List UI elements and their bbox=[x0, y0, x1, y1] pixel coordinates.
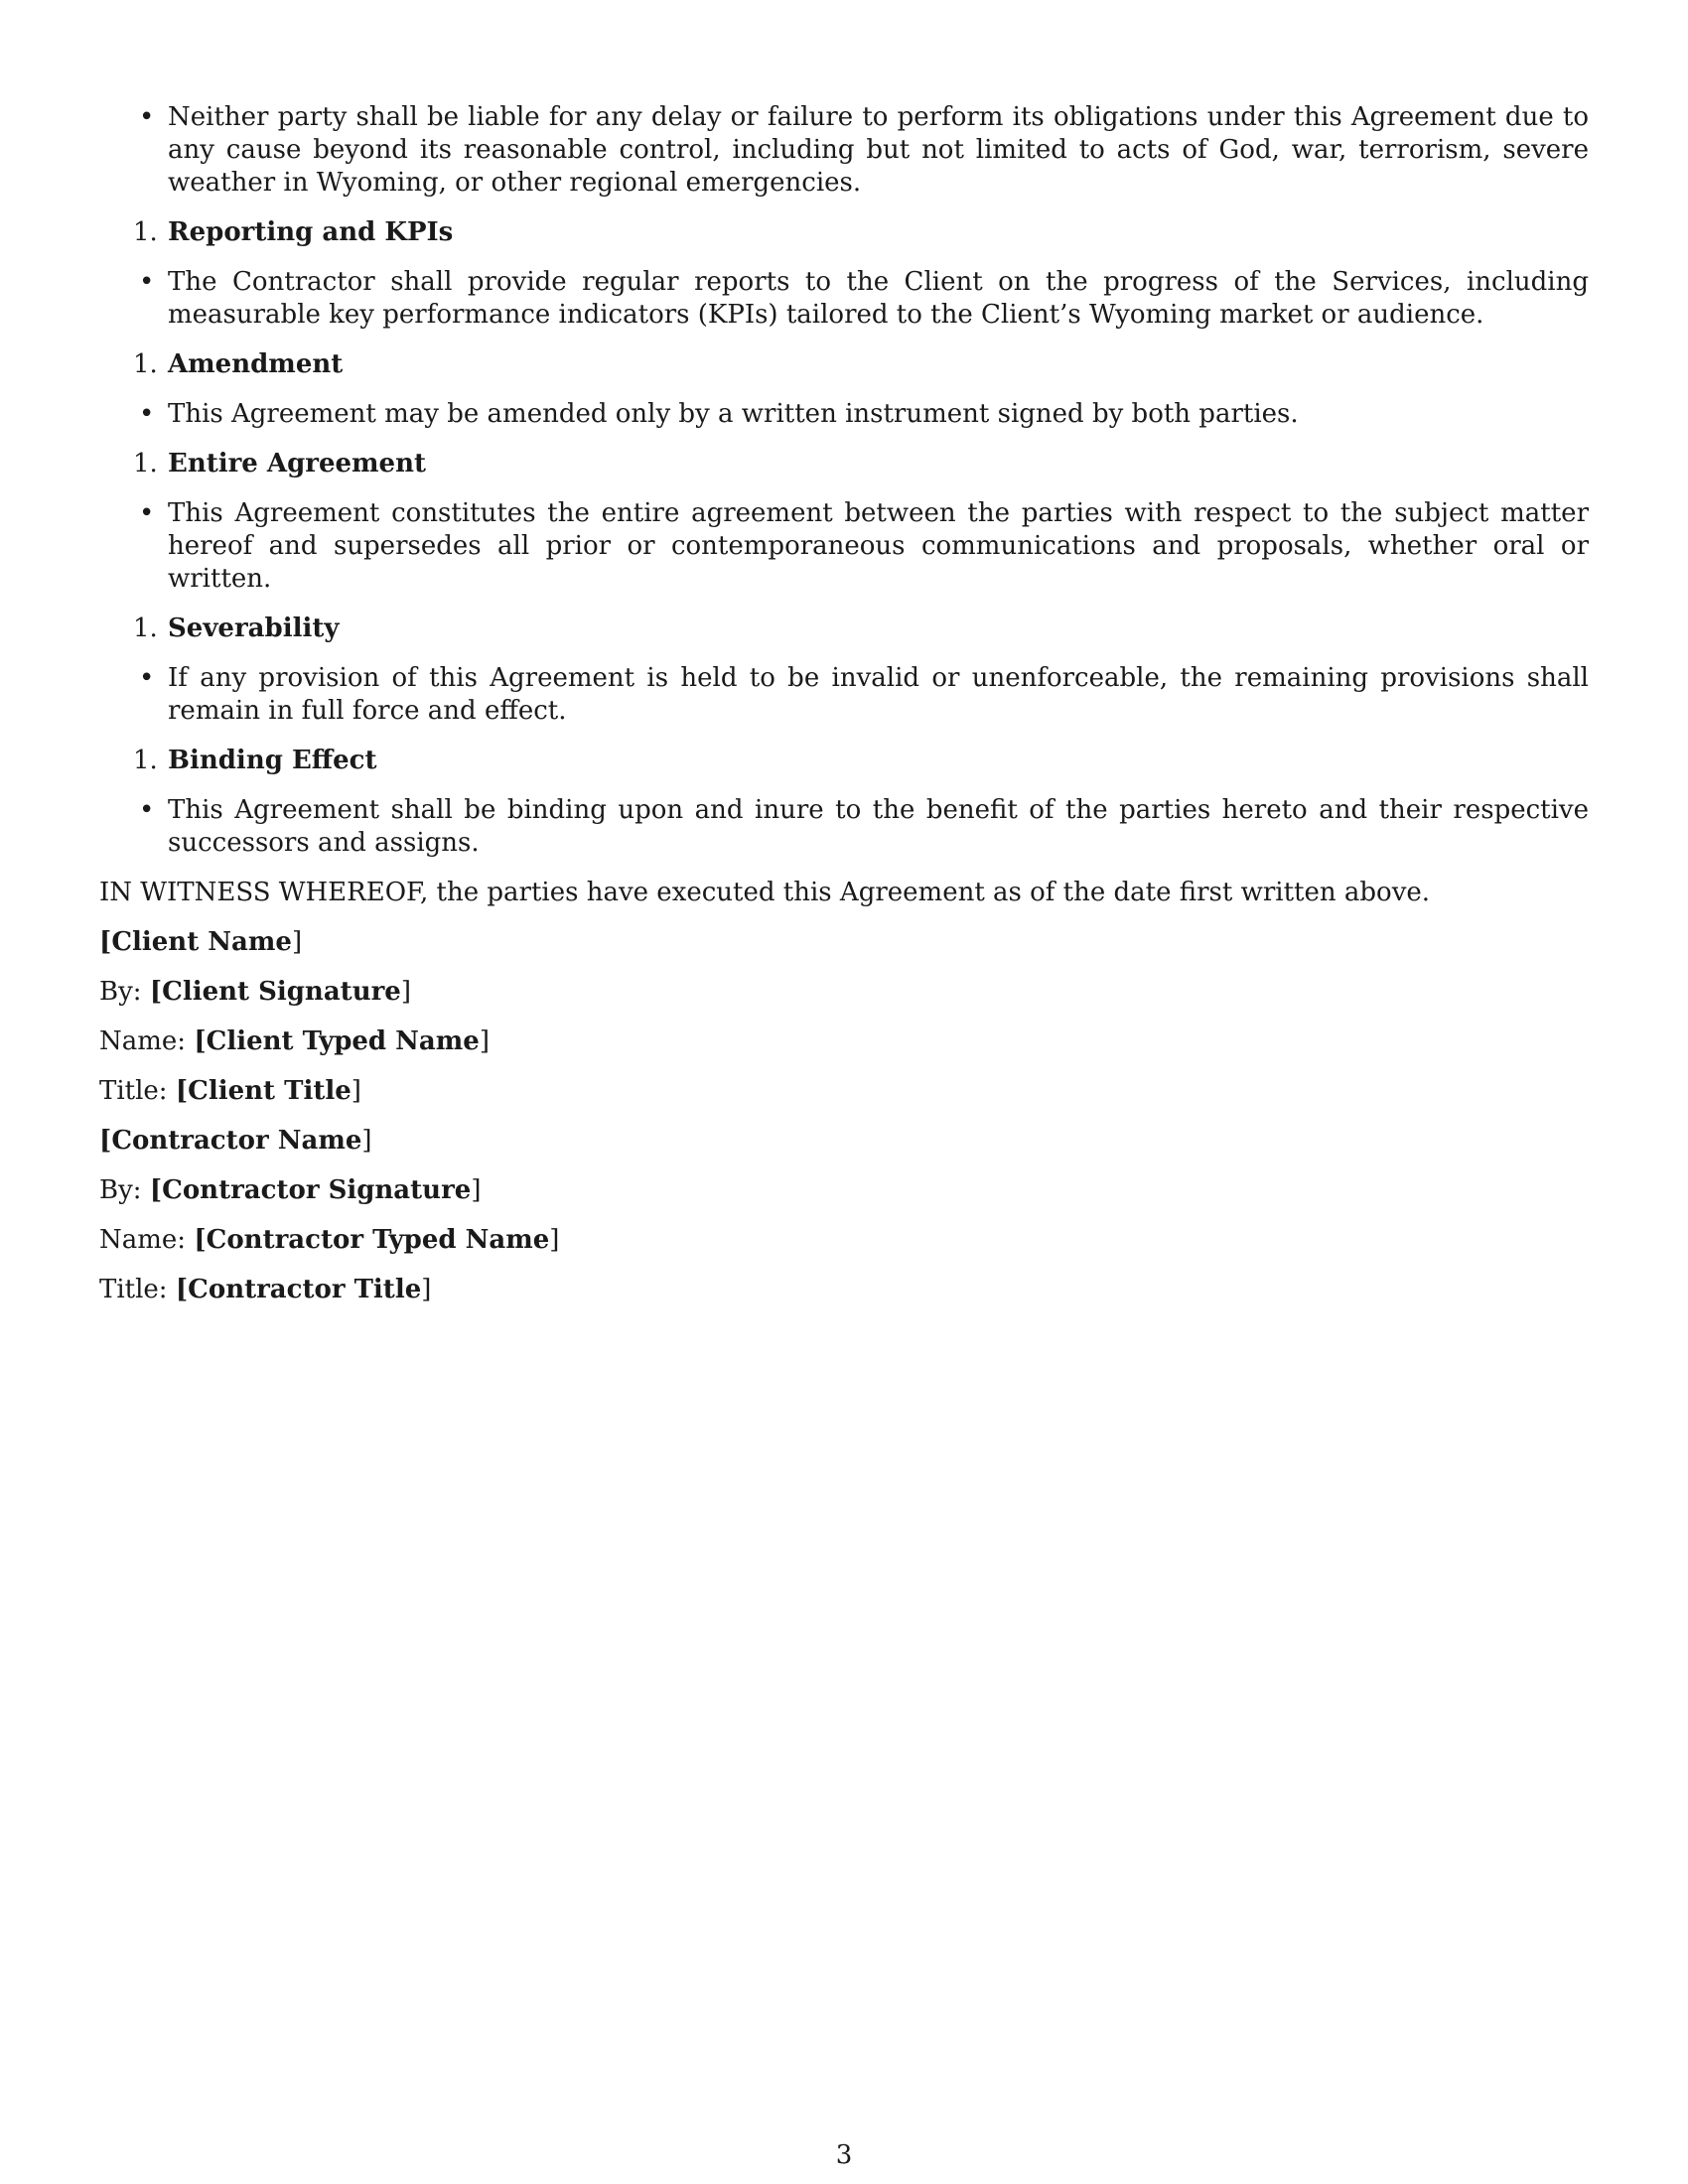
bullet-icon: • bbox=[139, 663, 155, 693]
contractor-title-line: Title: [Contractor Title] bbox=[99, 1275, 432, 1304]
witness-statement: IN WITNESS WHEREOF, the parties have executed this Agreement as of the date first written above. bbox=[99, 878, 1431, 907]
contractor-typed-name-line: Name: [Contractor Typed Name] bbox=[99, 1225, 560, 1255]
bracket: [ bbox=[99, 1126, 112, 1156]
client-signature: Client Signature bbox=[162, 977, 401, 1007]
client-title: Client Title bbox=[188, 1076, 352, 1106]
bullet-text: Neither party shall be liable for any delay or failure to perform its obligations under this Agreement due to any cause beyond its reasonable control, including but not limited to acts of God, war, terrorism, severe weather in Wyoming, or other regional emergencies. bbox=[168, 102, 1589, 198]
contractor-name: Contractor Name bbox=[111, 1126, 362, 1156]
client-typed-name-line: Name: [Client Typed Name] bbox=[99, 1026, 490, 1056]
contractor-title: Contractor Title bbox=[188, 1275, 422, 1304]
bullet-text: This Agreement shall be binding upon and inure to the benefit of the parties hereto and their respective successors and assigns. bbox=[168, 795, 1589, 858]
bullet-item-amendment bbox=[99, 398, 1589, 431]
bracket: [ bbox=[99, 927, 112, 957]
bullet-text: This Agreement constitutes the entire agreement between the parties with respect to the subject matter hereof and supersedes all prior or contemporaneous communications and proposals, whether oral or written. bbox=[168, 498, 1589, 594]
contractor-signature: Contractor Signature bbox=[162, 1175, 472, 1205]
bracket: ] bbox=[291, 927, 303, 957]
section-number: 1. bbox=[133, 349, 158, 379]
section-number: 1. bbox=[133, 614, 158, 643]
by-label: By: bbox=[99, 1175, 142, 1205]
bracket: ] bbox=[361, 1126, 372, 1156]
section-title: Binding Effect bbox=[168, 746, 377, 775]
section-heading-amendment bbox=[99, 348, 1589, 381]
bullet-item-force-majeure bbox=[99, 101, 1589, 200]
name-label: Name: bbox=[99, 1026, 187, 1056]
section-title: Amendment bbox=[168, 349, 344, 379]
bullet-item-severability bbox=[99, 662, 1589, 728]
client-signature-line: By: [Client Signature] bbox=[99, 977, 411, 1007]
bullet-text: If any provision of this Agreement is held to be invalid or unenforceable, the remaining provisions shall remain in full force and effect. bbox=[168, 663, 1589, 726]
bullet-icon: • bbox=[139, 267, 155, 297]
title-label: Title: bbox=[99, 1076, 168, 1106]
by-label: By: bbox=[99, 977, 142, 1007]
bullet-text: The Contractor shall provide regular reports to the Client on the progress of the Services, including measurable key performance indicators (KPIs) tailored to the Client’s Wyoming market or audience. bbox=[168, 267, 1589, 330]
client-name-line bbox=[99, 926, 1589, 959]
bullet-icon: • bbox=[139, 102, 155, 132]
bullet-icon: • bbox=[139, 498, 155, 528]
contractor-name-line bbox=[99, 1125, 1589, 1158]
contractor-signature-line: By: [Contractor Signature] bbox=[99, 1175, 482, 1205]
section-title: Severability bbox=[168, 614, 340, 643]
section-number: 1. bbox=[133, 217, 158, 247]
title-label: Title: bbox=[99, 1275, 168, 1304]
document-body bbox=[99, 101, 1589, 1323]
section-number: 1. bbox=[133, 449, 158, 478]
client-title-line: Title: [Client Title] bbox=[99, 1076, 361, 1106]
section-title: Entire Agreement bbox=[168, 449, 426, 478]
bullet-item-binding-effect bbox=[99, 794, 1589, 860]
bullet-item-entire-agreement bbox=[99, 497, 1589, 596]
bullet-icon: • bbox=[139, 399, 155, 429]
bullet-item-reporting bbox=[99, 266, 1589, 332]
section-heading-entire-agreement bbox=[99, 448, 1589, 480]
section-heading-severability bbox=[99, 613, 1589, 645]
section-heading-binding-effect bbox=[99, 745, 1589, 777]
client-typed-name: Client Typed Name bbox=[206, 1026, 480, 1056]
client-name: Client Name bbox=[111, 927, 292, 957]
bullet-icon: • bbox=[139, 795, 155, 825]
section-heading-reporting bbox=[99, 216, 1589, 249]
page-number: 3 bbox=[835, 2140, 853, 2170]
bullet-text: This Agreement may be amended only by a written instrument signed by both parties. bbox=[168, 399, 1299, 429]
contractor-typed-name: Contractor Typed Name bbox=[206, 1225, 550, 1255]
name-label: Name: bbox=[99, 1225, 187, 1255]
section-title: Reporting and KPIs bbox=[168, 217, 454, 247]
section-number: 1. bbox=[133, 746, 158, 775]
